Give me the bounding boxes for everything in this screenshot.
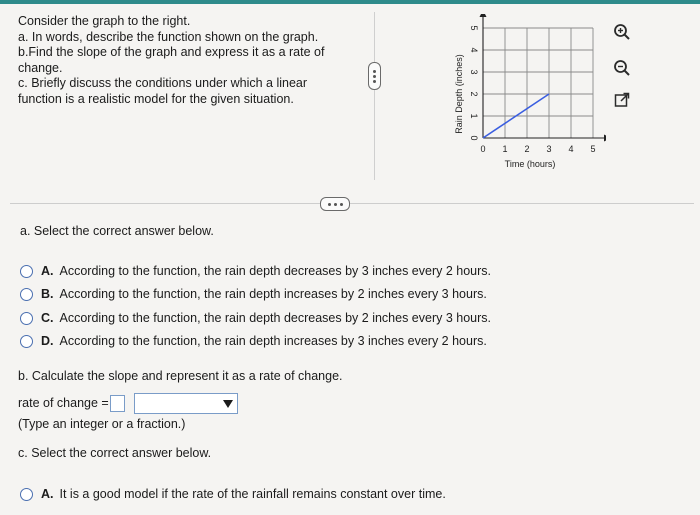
radio-button[interactable] <box>20 488 33 501</box>
option-text: According to the function, the rain depth decreases by 2 inches every 3 hours. <box>59 311 492 325</box>
axes <box>480 14 607 142</box>
zoom-out-icon[interactable] <box>612 58 632 78</box>
option-letter: C. <box>41 311 54 325</box>
option-text: According to the function, the rain depth increases by 3 inches every 2 hours. <box>59 334 487 348</box>
rate-of-change-label: rate of change = <box>18 396 109 410</box>
rate-units-select[interactable] <box>134 393 238 414</box>
grid <box>483 28 593 138</box>
top-accent-bar <box>0 0 700 4</box>
option-b[interactable] <box>20 285 487 303</box>
open-external-icon[interactable] <box>612 90 632 110</box>
part-b-prompt: b. Calculate the slope and represent it as a rate of change. <box>18 369 343 383</box>
x-tick-label: 5 <box>590 144 596 154</box>
option-letter: A. <box>41 487 54 501</box>
input-hint: (Type an integer or a fraction.) <box>18 417 186 431</box>
option-a[interactable] <box>20 262 491 280</box>
vertical-resize-handle[interactable] <box>368 62 381 90</box>
horizontal-resize-handle[interactable] <box>320 197 350 211</box>
horizontal-divider <box>10 203 694 204</box>
y-axis-arrow <box>480 14 487 17</box>
x-tick-label: 0 <box>480 144 486 154</box>
x-tick-label: 2 <box>524 144 530 154</box>
option-text: According to the function, the rain depth increases by 2 inches every 3 hours. <box>59 287 487 301</box>
option-letter: D. <box>41 334 54 348</box>
option-text: According to the function, the rain depth decreases by 3 inches every 2 hours. <box>59 264 492 278</box>
radio-button[interactable] <box>20 288 33 301</box>
question-line: b.Find the slope of the graph and express it as a rate of change. <box>18 45 325 75</box>
question-line: a. In words, describe the function shown on the graph. <box>18 29 319 44</box>
option-letter: A. <box>41 264 54 278</box>
x-tick-label: 3 <box>546 144 552 154</box>
y-tick-label: 3 <box>469 69 479 75</box>
zoom-in-icon[interactable] <box>612 22 632 42</box>
line-graph <box>446 14 606 179</box>
y-axis-label: Rain Depth (inches) <box>454 54 464 134</box>
y-tick-label: 2 <box>469 91 479 97</box>
dropdown-arrow-icon <box>222 398 234 409</box>
vertical-divider <box>374 12 375 180</box>
rate-of-change-input[interactable] <box>110 395 125 412</box>
option-c-a[interactable] <box>20 485 446 503</box>
radio-button[interactable] <box>20 335 33 348</box>
question-line: c. Briefly discuss the conditions under which a linear function is a realistic model for the given situation. <box>18 76 308 106</box>
x-axis-label: Time (hours) <box>504 159 556 169</box>
radio-button[interactable] <box>20 265 33 278</box>
radio-button[interactable] <box>20 312 33 325</box>
y-tick-label: 1 <box>469 113 479 119</box>
y-tick-label: 0 <box>469 135 479 141</box>
option-letter: B. <box>41 287 54 301</box>
question-text <box>18 14 338 107</box>
y-tick-label: 5 <box>469 25 479 31</box>
part-a-prompt: a. Select the correct answer below. <box>20 224 214 238</box>
option-d[interactable] <box>20 332 487 350</box>
y-tick-label: 4 <box>469 47 479 53</box>
x-axis-arrow <box>604 135 606 142</box>
option-c[interactable] <box>20 309 491 327</box>
x-tick-label: 4 <box>568 144 574 154</box>
option-text: It is a good model if the rate of the rainfall remains constant over time. <box>59 487 446 501</box>
part-c-prompt: c. Select the correct answer below. <box>18 446 212 460</box>
question-line: Consider the graph to the right. <box>18 14 191 28</box>
x-tick-label: 1 <box>502 144 508 154</box>
